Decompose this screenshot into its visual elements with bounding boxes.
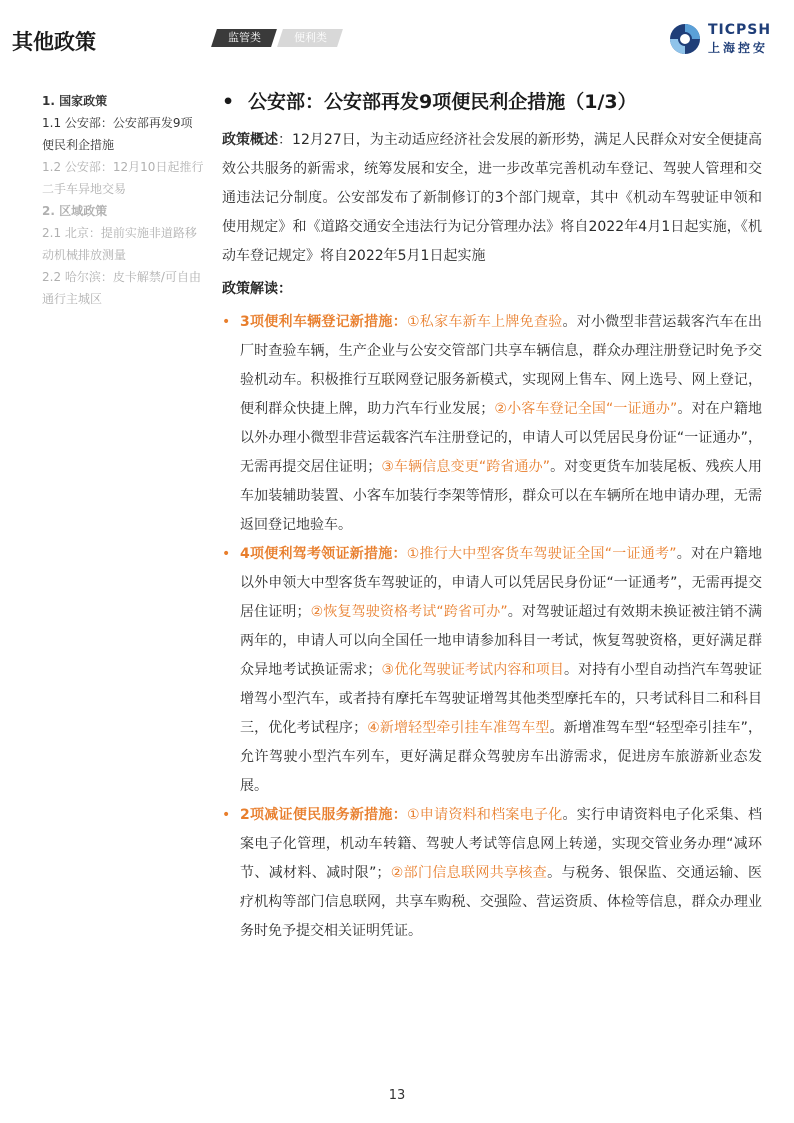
measure-text: 。与税务、银保监、交通运输、医疗机构等部门信息联网，共享车购税、交强险、营运资质、体检等信息，群众办理业务时免予提交相关证明凭证。 [240, 865, 762, 939]
measure-highlight: ①申请资料和档案电子化 [406, 807, 563, 823]
bullet-dot: • [222, 807, 231, 823]
toc-item-harbin-pickup[interactable]: 2.2 哈尔滨：皮卡解禁/可自由通行主城区 [42, 270, 201, 306]
measure-group-heading: 3项便利车辆登记新措施： [240, 314, 407, 330]
bullet-dot: • [222, 546, 231, 562]
interpretation-heading: 政策解读： [222, 281, 292, 297]
measure-text: 。对在户籍地以外办理小微型非营运载客汽车注册登记的，申请人可以凭居民身份证“一证通办”，无需再提交居住证明； [240, 401, 763, 475]
measure-group-driving-license [222, 540, 762, 801]
measure-highlight: ②小客车登记全国“一证通办” [494, 401, 678, 417]
measure-text: 。对驾驶证超过有效期未换证被注销不满两年的，申请人可以向全国任一地申请参加科目一考试，恢复驾驶资格，更好满足群众异地考试换证需求； [240, 604, 763, 678]
measure-highlight: ④新增轻型牵引挂车准驾车型 [367, 720, 550, 736]
measure-text: 。对小微型非营运载客汽车在出厂时查验车辆，生产企业与公安交管部门共享车辆信息，群众办理注册登记时免予交验机动车。积极推行互联网登记服务新模式，实现网上售车、网上选号、网上登记，便利群众快捷上牌，助力汽车行业发展； [240, 314, 762, 417]
article-title [222, 88, 762, 116]
measure-highlight: ①推行大中型客货车驾驶证全国“一证通考” [406, 546, 677, 562]
overview-text: ：12月27日，为主动适应经济社会发展的新形势，满足人民群众对安全便捷高效公共服务的新需求，统筹发展和安全，进一步改革完善机动车登记、驾驶人管理和交通违法记分制度。公安部发布了新制修订的3个部门规章，其中《机动车驾驶证申领和使用规定》和《道路交通安全违法行为记分管理办法》将自2022年4月1日起实施，《机动车登记规定》将自2022年5月1日起实施 [222, 132, 762, 264]
company-logo [668, 22, 780, 56]
toc-item-regional-policy[interactable]: 2. 区域政策 [42, 204, 108, 218]
measure-text: 。对变更货车加装尾板、残疾人用车加装辅助装置、小客车加装行李架等情形，群众可以在车辆所在地申请办理，无需返回登记地验车。 [240, 459, 763, 533]
logo-wordmark: TICPSH [708, 22, 772, 38]
measure-group-vehicle-registration [222, 308, 762, 540]
measure-group-heading: 4项便利驾考领证新措施： [240, 546, 407, 562]
toc-item-mps-nine-measures[interactable]: 1.1 公安部：公安部再发9项便民利企措施 [42, 116, 193, 152]
toc-item-mps-used-car-trade[interactable]: 1.2 公安部：12月10日起推行二手车异地交易 [42, 160, 204, 196]
toc-item-beijing-emission[interactable]: 2.1 北京：提前实施非道路移动机械排放测量 [42, 226, 197, 262]
tag-regulatory-label: 监管类 [227, 31, 261, 44]
measure-highlight: ①私家车新车上牌免查验 [406, 314, 563, 330]
tag-convenience-label: 便利类 [293, 31, 327, 44]
measure-highlight: ③车辆信息变更“跨省通办” [381, 459, 550, 475]
title-bullet: • [222, 91, 235, 113]
tag-regulatory[interactable] [211, 29, 277, 47]
logo-emblem-icon [668, 22, 702, 56]
measure-group-heading: 2项减证便民服务新措施： [240, 807, 407, 823]
measure-highlight: ③优化驾驶证考试内容和项目 [381, 662, 565, 678]
overview-label: 政策概述 [222, 132, 279, 148]
logo-chinese-name: 上海控安 [708, 41, 769, 55]
page-number: 13 [388, 1088, 406, 1103]
page-section-title: 其他政策 [12, 30, 96, 54]
toc-item-national-policy[interactable]: 1. 国家政策 [42, 94, 108, 108]
measure-text: 。实行申请资料电子化采集、档案电子化管理，机动车转籍、驾驶人考试等信息网上转递，实现交管业务办理“减环节、减材料、减时限”； [240, 807, 762, 881]
measure-text: 。对在户籍地以外申领大中型客货车驾驶证的，申请人可以凭居民身份证“一证通考”，无需再提交居住证明； [240, 546, 763, 620]
bullet-dot: • [222, 314, 231, 330]
article-title-text: 公安部：公安部再发9项便民利企措施（1/3） [248, 91, 637, 113]
main-content [222, 88, 762, 946]
table-of-contents [42, 90, 204, 310]
tag-convenience[interactable] [277, 29, 343, 47]
measure-highlight: ②部门信息联网共享核查 [390, 865, 548, 881]
measure-text: 。对持有小型自动挡汽车驾驶证增驾小型汽车，或者持有摩托车驾驶证增驾其他类型摩托车的，只考试科目二和科目三，优化考试程序； [240, 662, 762, 736]
policy-overview [222, 126, 762, 271]
measure-group-paperless-service [222, 801, 762, 946]
measure-highlight: ②恢复驾驶资格考试“跨省可办” [310, 604, 508, 620]
measure-text: 。新增准驾车型“轻型牵引挂车”，允许驾驶小型汽车列车，更好满足群众驾驶房车出游需求，促进房车旅游新业态发展。 [240, 720, 763, 794]
